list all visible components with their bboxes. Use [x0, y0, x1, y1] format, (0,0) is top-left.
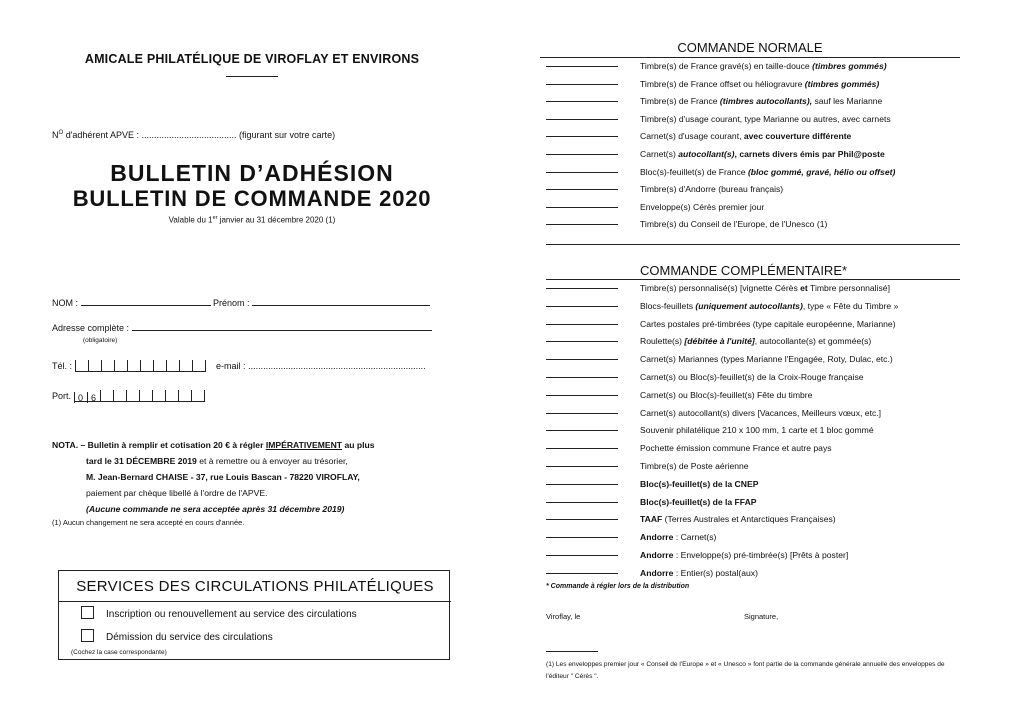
commande-complementaire-rule: [546, 279, 960, 280]
order-item: [546, 96, 882, 106]
mobile-field[interactable]: [74, 390, 205, 402]
quantity-field[interactable]: [546, 341, 618, 342]
services-title: SERVICES DES CIRCULATIONS PHILATÉLIQUES: [76, 578, 434, 595]
order-item: [546, 219, 827, 229]
order-item: [546, 568, 758, 578]
quantity-field[interactable]: [546, 573, 618, 574]
order-item: [546, 184, 783, 194]
quantity-field[interactable]: [546, 537, 618, 538]
member-no-label: N: [52, 130, 59, 140]
order-item-text: [débitée à l'unité]: [684, 336, 755, 347]
order-item-text: Souvenir philatélique 210 x 100 mm, 1 carte et 1 bloc gommé: [640, 425, 874, 436]
demission-checkbox[interactable]: [81, 629, 94, 642]
quantity-field[interactable]: [546, 119, 618, 120]
port-digit: 6: [87, 392, 100, 403]
order-item: [546, 319, 896, 329]
phone-row: [52, 360, 426, 372]
commande-normale-rule: [540, 57, 960, 58]
order-item-text: Enveloppe(s) Cérès premier jour: [640, 201, 765, 212]
quantity-field[interactable]: [546, 66, 618, 67]
validity-post: janvier au 31 décembre 2020 (1): [217, 215, 336, 225]
commande-normale-end-rule: [546, 244, 960, 245]
order-item-text: (uniquement autocollants): [695, 300, 803, 311]
order-item: [546, 443, 832, 453]
nom-field[interactable]: [81, 305, 211, 306]
member-number-field[interactable]: ......................................: [141, 130, 237, 140]
order-item-text: Andorre: [640, 567, 674, 578]
port-label: Port.: [52, 391, 72, 401]
order-item-text: Timbre personnalisé]: [807, 283, 890, 293]
port-digit: 0: [74, 392, 87, 403]
order-item-text: , autocollante(s) et gommée(s): [754, 336, 872, 347]
order-item-text: Timbre(s) d'Andorre (bureau français): [640, 184, 784, 195]
mobile-row: [52, 390, 205, 402]
order-item: [546, 202, 764, 212]
nota-line1: Bulletin à remplir et cotisation 20 € à régler: [87, 440, 264, 450]
order-item-text: Andorre: [640, 550, 674, 560]
order-item-text: Carnet(s): [640, 149, 679, 159]
quantity-field[interactable]: [546, 448, 618, 449]
order-item-text: Timbre(s) du Conseil de l'Europe, de l'Unesco (1): [640, 219, 828, 230]
validity-sup: er: [212, 215, 218, 221]
name-row: [52, 298, 430, 308]
order-item-text: (Terres Australes et Antarctiques Françaises): [662, 514, 836, 525]
commande-complementaire-title: COMMANDE COMPLÉMENTAIRE*: [640, 263, 848, 278]
order-item-text: (timbres gommés): [804, 78, 880, 89]
validity: [52, 215, 452, 225]
quantity-field[interactable]: [546, 136, 618, 137]
order-item-text: : Carnet(s): [673, 532, 717, 543]
tel-field[interactable]: [75, 360, 206, 372]
order-item-text: Bloc(s)-feuillet(s) de la FFAP: [640, 496, 757, 507]
service-option-demission: [81, 629, 273, 643]
address-required-note: (obligatoire): [83, 337, 118, 344]
order-item: [546, 479, 758, 489]
quantity-field[interactable]: [546, 101, 618, 102]
quantity-field[interactable]: [546, 466, 618, 467]
nota-payment: paiement par chèque libellé à l'ordre de l'APVE.: [86, 488, 268, 498]
quantity-field[interactable]: [546, 395, 618, 396]
order-item-text: , type « Fête du Timbre »: [802, 300, 899, 311]
order-item-text: (timbres autocollants),: [719, 96, 813, 107]
order-item-text: Andorre: [640, 532, 674, 543]
commande-normale-title: COMMANDE NORMALE: [677, 40, 823, 55]
inscription-checkbox[interactable]: [81, 606, 94, 619]
order-item: [546, 390, 812, 400]
quantity-field[interactable]: [546, 359, 618, 360]
validity-pre: Valable du 1: [168, 215, 213, 225]
quantity-field[interactable]: [546, 84, 618, 85]
order-item-text: , carnets divers émis par Phil@poste: [734, 149, 885, 159]
order-item: [546, 283, 890, 293]
order-item-text: et: [800, 283, 808, 293]
order-item: [546, 550, 848, 560]
order-item: [546, 336, 871, 346]
quantity-field[interactable]: [546, 502, 618, 503]
order-item-text: : Enveloppe(s) pré-timbrée(s) [Prêts à poster]: [673, 550, 849, 560]
nota-treasurer: M. Jean-Bernard CHAISE - 37, rue Louis Bascan - 78220 VIROFLAY,: [86, 472, 360, 482]
prenom-field[interactable]: [252, 305, 430, 306]
title-adhesion: BULLETIN D’ADHÉSION: [110, 160, 394, 186]
member-number-row: [52, 130, 335, 140]
club-rule: [226, 76, 278, 77]
order-item: [546, 514, 836, 524]
order-item-text: Timbre(s) personnalisé(s) [vignette Cérès: [640, 283, 801, 293]
order-item-text: : Entier(s) postal(aux): [673, 567, 758, 578]
nom-label: NOM :: [52, 298, 78, 308]
member-label: d'adhérent APVE :: [65, 130, 139, 140]
quantity-field[interactable]: [546, 189, 618, 190]
quantity-field[interactable]: [546, 413, 618, 414]
quantity-field[interactable]: [546, 172, 618, 173]
member-no-sup: O: [58, 130, 64, 136]
order-item-text: (timbres gommés): [812, 61, 887, 71]
signature-label: Signature,: [744, 612, 779, 621]
order-item: [546, 532, 716, 542]
nota-imperatif: IMPÉRATIVEMENT: [265, 440, 343, 450]
order-item-text: sauf les Marianne: [812, 96, 883, 107]
order-item: [546, 497, 757, 507]
order-item: [546, 131, 851, 141]
nota-line1-end: au plus: [344, 440, 375, 450]
demission-label: Démission du service des circulations: [106, 632, 273, 643]
nota-line2: et à remettre ou à envoyer au trésorier,: [199, 456, 348, 466]
quantity-field[interactable]: [546, 377, 618, 378]
order-item: [546, 61, 887, 71]
order-item-text: Timbre(s) d'usage courant, type Marianne ou autres, avec carnets: [640, 113, 891, 124]
order-item-text: Timbre(s) de France gravé(s) en taille-douce: [640, 61, 813, 71]
order-item: [546, 301, 898, 311]
order-item-text: Pochette émission commune France et autre pays: [640, 443, 832, 454]
footnote: (1) Les enveloppes premier jour « Conseil de l'Europe » et « Unesco » font partie de la commande générale annuelle des enveloppes de l'éditeur " Cérès ".: [546, 661, 945, 680]
quantity-field[interactable]: [546, 324, 618, 325]
complementaire-footnote: * Commande à régler lors de la distribution: [546, 583, 690, 590]
nota-block: [52, 437, 457, 517]
member-hint: (figurant sur votre carte): [239, 130, 336, 140]
nota-deadline: tard le 31 DÉCEMBRE 2019: [86, 456, 197, 466]
quantity-field[interactable]: [546, 555, 618, 556]
order-item-text: Carnet(s) d'usage courant,: [640, 131, 744, 142]
address-row: [52, 323, 432, 333]
order-item-text: Carnet(s) ou Bloc(s)-feuillet(s) Fête du timbre: [640, 389, 813, 400]
email-field[interactable]: .......................................................................: [248, 361, 426, 371]
title-commande: BULLETIN DE COMMANDE 2020: [72, 186, 432, 211]
services-rule: [59, 601, 451, 602]
nota-footnote: (1) Aucun changement ne sera accepté en cours d'année.: [52, 518, 245, 527]
club-name: AMICALE PHILATÉLIQUE DE VIROFLAY ET ENVIRONS: [84, 52, 420, 66]
order-item-text: Bloc(s)-feuillet(s) de la CNEP: [640, 478, 759, 489]
quantity-field[interactable]: [546, 519, 618, 520]
services-box: [58, 570, 450, 660]
order-item-text: avec couverture différente: [743, 131, 852, 142]
services-note: (Cochez la case correspondante): [71, 649, 167, 656]
service-option-inscription: [81, 606, 357, 620]
order-item-text: Carnet(s) Mariannes (types Marianne l'Engagée, Roty, Dulac, etc.): [640, 354, 893, 365]
order-item: [546, 372, 864, 382]
place-date: Viroflay, le: [546, 612, 581, 621]
address-label: Adresse complète :: [52, 323, 130, 333]
order-item: [546, 461, 749, 471]
order-item: [546, 149, 885, 159]
quantity-field[interactable]: [546, 224, 618, 225]
order-item: [546, 408, 881, 418]
order-item-text: Timbre(s) de France: [640, 96, 720, 107]
nota-warning: (Aucune commande ne sera acceptée après 31 décembre 2019): [86, 504, 345, 514]
quantity-field[interactable]: [546, 430, 618, 431]
order-item-text: Carnet(s) ou Bloc(s)-feuillet(s) de la Croix-Rouge française: [640, 372, 864, 382]
order-item-text: Carnet(s) autocollant(s) divers [Vacances, Meilleurs vœux, etc.]: [640, 407, 882, 418]
quantity-field[interactable]: [546, 306, 618, 307]
order-item: [546, 114, 891, 124]
order-item: [546, 79, 879, 89]
order-item-text: Timbre(s) de France offset ou héliogravure: [640, 78, 805, 89]
nota-lead: NOTA. –: [52, 440, 86, 450]
order-item: [546, 425, 874, 435]
order-item: [546, 354, 893, 364]
order-item-text: autocollant(s): [678, 149, 735, 159]
quantity-field[interactable]: [546, 288, 618, 289]
order-item-text: Cartes postales pré-timbrées (type capitale européenne, Marianne): [640, 318, 896, 329]
quantity-field[interactable]: [546, 207, 618, 208]
address-field[interactable]: [132, 330, 432, 331]
quantity-field[interactable]: [546, 154, 618, 155]
order-item-text: TAAF: [640, 514, 663, 525]
order-item-text: (bloc gommé, gravé, hélio ou offset): [747, 166, 896, 177]
tel-label: Tél. :: [52, 361, 73, 371]
order-item-text: Blocs-feuillets: [640, 300, 696, 311]
order-item-text: Timbre(s) de Poste aérienne: [640, 461, 749, 471]
email-label: e-mail :: [216, 361, 246, 371]
order-item-text: Roulette(s): [640, 336, 685, 347]
quantity-field[interactable]: [546, 484, 618, 485]
inscription-label: Inscription ou renouvellement au service des circulations: [106, 609, 357, 620]
prenom-label: Prénom :: [213, 298, 250, 308]
order-item-text: Bloc(s)-feuillet(s) de France: [640, 166, 748, 177]
order-item: [546, 167, 895, 177]
footnote-rule: [546, 651, 598, 652]
